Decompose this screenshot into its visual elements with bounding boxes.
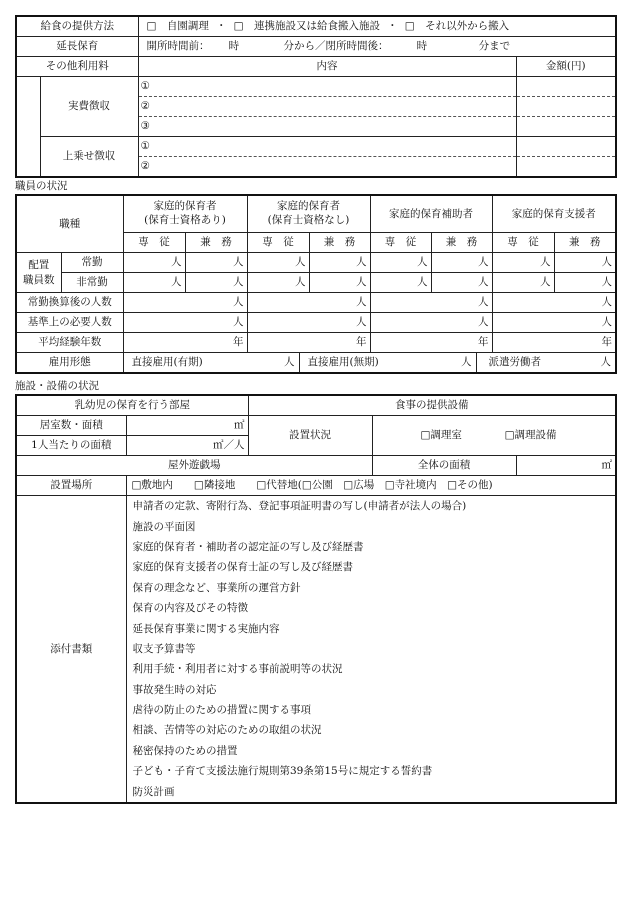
facility-section-title: 施設・設備の状況 [15, 380, 99, 392]
non-regular-cell[interactable]: 人 [123, 273, 185, 293]
fte-label: 常勤換算後の人数 [16, 293, 123, 313]
placement-label: 配置 職員数 [16, 253, 61, 293]
meal-sep-1: ・ [216, 20, 227, 33]
fees-amount-header: 金額(円) [516, 57, 616, 77]
fte-cell[interactable]: 人 [492, 293, 616, 313]
required-label: 基準上の必要人数 [16, 313, 123, 333]
cook-equip-checkbox[interactable]: □調理設備 [504, 429, 557, 442]
attachment-item: 家庭的保育支援者の保育士証の写し及び経歴書 [132, 561, 353, 574]
extra-fee-row-1[interactable]: ① [138, 137, 516, 157]
setup-status-options [372, 416, 616, 456]
direct-unlimited-unit: 人 [461, 356, 472, 369]
attachments-label: 添付書類 [16, 496, 126, 803]
attachment-item: 家庭的保育者・補助者の認定証の写し及び経歴書 [132, 540, 364, 553]
attachment-item: 利用手続・利用者に対する事前説明等の状況 [132, 663, 343, 676]
actual-fee-row-1[interactable]: ① [138, 77, 516, 97]
non-regular-cell[interactable]: 人 [431, 273, 492, 293]
room-header: 乳幼児の保育を行う部屋 [16, 395, 248, 416]
extended-hour1: 時 [228, 40, 240, 53]
extended-hour2: 時 [416, 40, 428, 53]
room-area-label: 居室数・面積 [16, 416, 126, 436]
attachment-item: 延長保育事業に関する実施内容 [132, 622, 280, 635]
per-person-label: 1人当たりの面積 [16, 436, 126, 456]
actual-fee-label: 実費徴収 [40, 77, 138, 137]
avg-exp-label: 平均経験年数 [16, 333, 123, 353]
required-cell[interactable]: 人 [492, 313, 616, 333]
playground-label: 屋外遊戯場 [16, 456, 372, 476]
staff-section-title: 職員の状況 [15, 180, 68, 192]
actual-fee-amount-2[interactable] [516, 97, 616, 117]
per-person-cell[interactable]: ㎡／人 [126, 436, 248, 456]
dispatch-label: 派遣労働者 [488, 356, 541, 369]
attachment-item: 子ども・子育て支援法施行規則第39条第15号に規定する誓約書 [132, 765, 433, 778]
fte-cell[interactable]: 人 [123, 293, 247, 313]
total-area-label: 全体の面積 [372, 456, 516, 476]
direct-unlimited-label: 直接雇用(無期) [307, 356, 379, 369]
extra-fee-amount-2[interactable] [516, 157, 616, 178]
role-4-header: 家庭的保育支援者 [492, 195, 616, 233]
extended-until: 分まで [478, 40, 511, 53]
regular-cell[interactable]: 人 [309, 253, 370, 273]
part-2: 兼 務 [309, 233, 370, 253]
attachment-item: 防災計画 [132, 785, 175, 798]
avg-exp-cell[interactable]: 年 [370, 333, 492, 353]
attachment-item: 保育の理念など、事業所の運営方針 [132, 581, 301, 594]
non-regular-cell[interactable]: 人 [492, 273, 554, 293]
cook-room-checkbox[interactable]: □調理室 [420, 429, 462, 442]
location-label: 設置場所 [16, 476, 126, 496]
full-3: 専 従 [370, 233, 431, 253]
actual-fee-row-2[interactable]: ② [138, 97, 516, 117]
direct-fixed-unit: 人 [284, 356, 295, 369]
top-form-table [15, 15, 617, 178]
dispatch-cell[interactable] [477, 353, 616, 372]
attachment-item: 申請者の定款、寄附行為、登記事項証明書の写し(申請者が法人の場合) [132, 500, 467, 513]
extra-fee-amount-1[interactable] [516, 137, 616, 157]
role-2-header: 家庭的保育者 (保育士資格なし) [247, 195, 370, 233]
extended-hours[interactable] [138, 37, 616, 57]
avg-exp-cell[interactable]: 年 [492, 333, 616, 353]
regular-cell[interactable]: 人 [370, 253, 431, 273]
total-area-cell[interactable]: ㎡ [516, 456, 616, 476]
part-3: 兼 務 [431, 233, 492, 253]
full-4: 専 従 [492, 233, 554, 253]
attachment-item: 秘密保持のための措置 [132, 744, 238, 757]
fees-label: その他利用料 [16, 57, 138, 77]
full-2: 専 従 [247, 233, 309, 253]
part-4: 兼 務 [554, 233, 616, 253]
meal-options [138, 16, 616, 37]
non-regular-cell[interactable]: 人 [247, 273, 309, 293]
employment-label: 雇用形態 [16, 353, 123, 374]
extended-before: 開所時間前： [146, 40, 210, 53]
extended-label: 延長保育 [16, 37, 138, 57]
setup-status-label: 設置状況 [248, 416, 372, 456]
location-options[interactable]: □敷地内 □隣接地 □代替地(□公園 □広場 □寺社境内 □その他) [126, 476, 616, 496]
fees-content-header: 内容 [138, 57, 516, 77]
direct-fixed-label: 直接雇用(有期) [131, 356, 203, 369]
regular-label: 常勤 [61, 253, 123, 273]
fte-cell[interactable]: 人 [370, 293, 492, 313]
dispatch-unit: 人 [600, 356, 612, 369]
attachment-item: 事故発生時の対応 [132, 683, 217, 696]
extra-fee-label: 上乗せ徴収 [40, 137, 138, 178]
full-1: 専 従 [123, 233, 185, 253]
regular-cell[interactable]: 人 [431, 253, 492, 273]
regular-cell[interactable]: 人 [123, 253, 185, 273]
required-cell[interactable]: 人 [247, 313, 370, 333]
avg-exp-cell[interactable]: 年 [123, 333, 247, 353]
staff-table [15, 194, 617, 374]
non-regular-cell[interactable]: 人 [554, 273, 616, 293]
meal-option-partner[interactable]: □ 連携施設又は給食搬入施設 [233, 20, 381, 33]
regular-cell[interactable]: 人 [492, 253, 554, 273]
facility-table [15, 394, 617, 804]
fte-cell[interactable]: 人 [247, 293, 370, 313]
room-area-cell[interactable]: ㎡ [126, 416, 248, 436]
meal-option-self[interactable]: □ 自園調理 [146, 20, 209, 33]
attachment-item: 相談、苦情等の対応のための取組の状況 [132, 724, 322, 737]
non-regular-label: 非常勤 [61, 273, 123, 293]
direct-fixed-cell[interactable] [124, 353, 300, 372]
part-1: 兼 務 [185, 233, 247, 253]
meal-option-other[interactable]: □ それ以外から搬入 [404, 20, 510, 33]
attachment-item: 施設の平面図 [132, 520, 196, 533]
actual-fee-amount-1[interactable] [516, 77, 616, 97]
direct-unlimited-cell[interactable] [300, 353, 477, 372]
meal-facility-header: 食事の提供設備 [248, 395, 616, 416]
actual-fee-row-3[interactable]: ③ [138, 117, 516, 137]
meal-label: 給食の提供方法 [16, 16, 138, 37]
non-regular-cell[interactable]: 人 [370, 273, 431, 293]
actual-fee-amount-3[interactable] [516, 117, 616, 137]
attachment-item: 収支予算書等 [132, 642, 196, 655]
meal-sep-2: ・ [387, 20, 398, 33]
avg-exp-cell[interactable]: 年 [247, 333, 370, 353]
extended-from: 分から／閉所時間後： [283, 40, 389, 53]
regular-cell[interactable]: 人 [185, 253, 247, 273]
extra-fee-row-2[interactable]: ② [138, 157, 516, 178]
attachments-list [126, 496, 616, 803]
attachment-item: 虐待の防止のための措置に関する事項 [132, 704, 311, 717]
role-3-header: 家庭的保育補助者 [370, 195, 492, 233]
attachment-item: 保育の内容及びその特徴 [132, 602, 248, 615]
non-regular-cell[interactable]: 人 [309, 273, 370, 293]
non-regular-cell[interactable]: 人 [185, 273, 247, 293]
regular-cell[interactable]: 人 [554, 253, 616, 273]
role-1-header: 家庭的保育者 (保育士資格あり) [123, 195, 247, 233]
required-cell[interactable]: 人 [123, 313, 247, 333]
required-cell[interactable]: 人 [370, 313, 492, 333]
job-label: 職種 [16, 195, 123, 253]
regular-cell[interactable]: 人 [247, 253, 309, 273]
